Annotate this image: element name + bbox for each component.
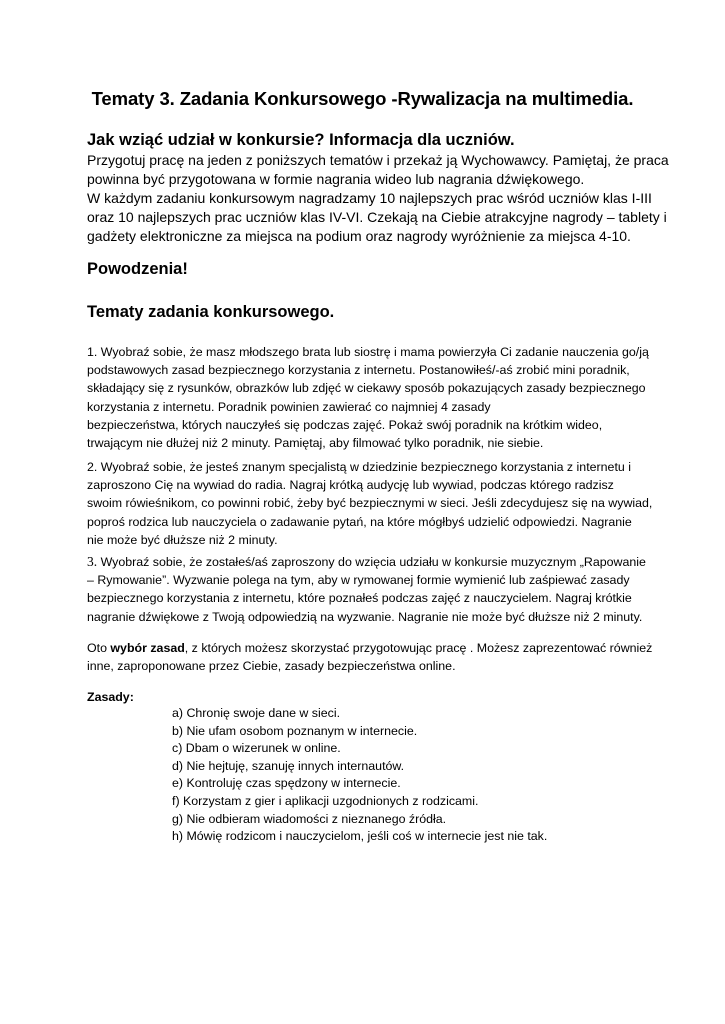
topic-1-line: podstawowych zasad bezpiecznego korzystania z internetu. Postanowiłeś/-aś zrobić mini poradnik,: [87, 363, 630, 378]
topic-3-first-text: Wyobraź sobie, że zostałeś/aś zaproszony do wzięcia udziału w konkursie muzycznym „Rapowanie: [97, 555, 646, 569]
topic-2-line: nie może być dłuższe niż 2 minuty.: [87, 532, 278, 547]
rules-choice-paragraph: [87, 639, 652, 675]
topic-2-line: 2. Wyobraź sobie, że jesteś znanym specjalistą w dziedzinie bezpiecznego korzystania z internetu i: [87, 460, 631, 474]
intro-line: Przygotuj pracę na jeden z poniższych tematów i przekaż ją Wychowawcy. Pamiętaj, że praca: [87, 152, 669, 168]
rule-item: g) Nie odbieram wiadomości z nieznanego źródła.: [172, 811, 447, 826]
rule-item: a) Chronię swoje dane w sieci.: [172, 706, 341, 720]
topic-1-line: składający się z rysunków, obrazków lub zdjęć w ciekawy sposób pokazujących zasady bezpiecznego: [87, 381, 646, 396]
topic-1-line: 1. Wyobraź sobie, że masz młodszego brata lub siostrę i mama powierzyła Ci zadanie nauczenia go/ją: [87, 345, 649, 359]
intro-paragraph: [87, 151, 669, 246]
topic-3-line: [87, 553, 652, 571]
rule-item: h) Mówię rodzicom i nauczycielom, jeśli coś w internecie jest nie tak.: [172, 829, 548, 844]
topic-1-line: korzystania z internetu. Poradnik powinien zawierać co najmniej 4 zasady: [87, 399, 491, 414]
intro-line: gadżety elektroniczne za miejsca na podium oraz nagrody wyróżnienie za miejsca 4-10.: [87, 228, 631, 244]
topic-2-line: poproś rodzica lub nauczyciela o zadawanie pytań, na które mógłbyś udzielić odpowiedzi. Nagranie: [87, 514, 632, 529]
topic-1-paragraph: [87, 343, 652, 452]
topic-1-line: bezpieczeństwa, których nauczyłeś się podczas zajęć. Pokaż swój poradnik na krótkim wideo,: [87, 417, 603, 432]
topic-3-paragraph: [87, 553, 652, 626]
rules-choice-line: inne, zaproponowane przez Ciebie, zasady bezpieczeństwa online.: [87, 659, 456, 674]
rules-choice-post: , z których możesz skorzystać przygotowując pracę . Możesz zaprezentować również: [184, 641, 653, 655]
rule-item: d) Nie hejtuję, szanuję innych internautów.: [172, 758, 405, 773]
intro-line: W każdym zadaniu konkursowym nagradzamy 10 najlepszych prac wśród uczniów klas I-III: [87, 190, 652, 206]
good-luck-heading: Powodzenia!: [87, 260, 188, 278]
rules-choice-pre: Oto: [87, 641, 111, 655]
intro-line: oraz 10 najlepszych prac uczniów klas IV-VI. Czekają na Ciebie atrakcyjne nagrody – tablety i: [87, 209, 667, 225]
intro-heading: Jak wziąć udział w konkursie? Informacja dla uczniów.: [87, 131, 515, 149]
topic-3-line: bezpiecznego korzystania z internetu, które poznałeś podczas zajęć z nauczycielem. Nagraj krótkie: [87, 591, 632, 606]
rules-list: [172, 705, 547, 846]
rules-choice-line: [87, 639, 652, 657]
topic-3-line: – Rymowanie”. Wyzwanie polega na tym, aby w rymowanej formie wymienić lub zaśpiewać zasady: [87, 573, 630, 588]
rules-choice-bold: wybór zasad: [110, 641, 185, 655]
topic-2-line: zaproszono Cię na wywiad do radia. Nagraj krótką audycję lub wywiad, podczas którego radzisz: [87, 478, 614, 493]
document-title: Tematy 3. Zadania Konkursowego -Rywalizacja na multimedia.: [91, 88, 634, 109]
rule-item: b) Nie ufam osobom poznanym w internecie.: [172, 723, 418, 738]
rule-item: f) Korzystam z gier i aplikacji uzgodnionych z rodzicami.: [172, 793, 479, 808]
topic-3-line: nagranie dźwiękowe z Twoją odpowiedzią na wyzwanie. Nagranie nie może być dłuższe niż 2 minuty.: [87, 609, 643, 624]
rule-item: c) Dbam o wizerunek w online.: [172, 741, 341, 756]
topic-3-number: 3.: [87, 554, 98, 569]
topic-2-line: swoim rówieśnikom, co powinni robić, żeby być bezpiecznymi w sieci. Jeśli zdecydujesz się na wywiad,: [87, 496, 653, 511]
intro-line: powinna być przygotowana w formie nagrania wideo lub nagrania dźwiękowego.: [87, 171, 585, 187]
rule-item: e) Kontroluję czas spędzony w internecie.: [172, 776, 401, 791]
topic-2-paragraph: [87, 458, 652, 549]
rules-heading: Zasady:: [87, 690, 134, 704]
topics-heading: Tematy zadania konkursowego.: [87, 303, 335, 321]
topic-1-line: trwającym nie dłużej niż 2 minuty. Pamiętaj, aby filmować tylko poradnik, nie siebie.: [87, 436, 544, 451]
